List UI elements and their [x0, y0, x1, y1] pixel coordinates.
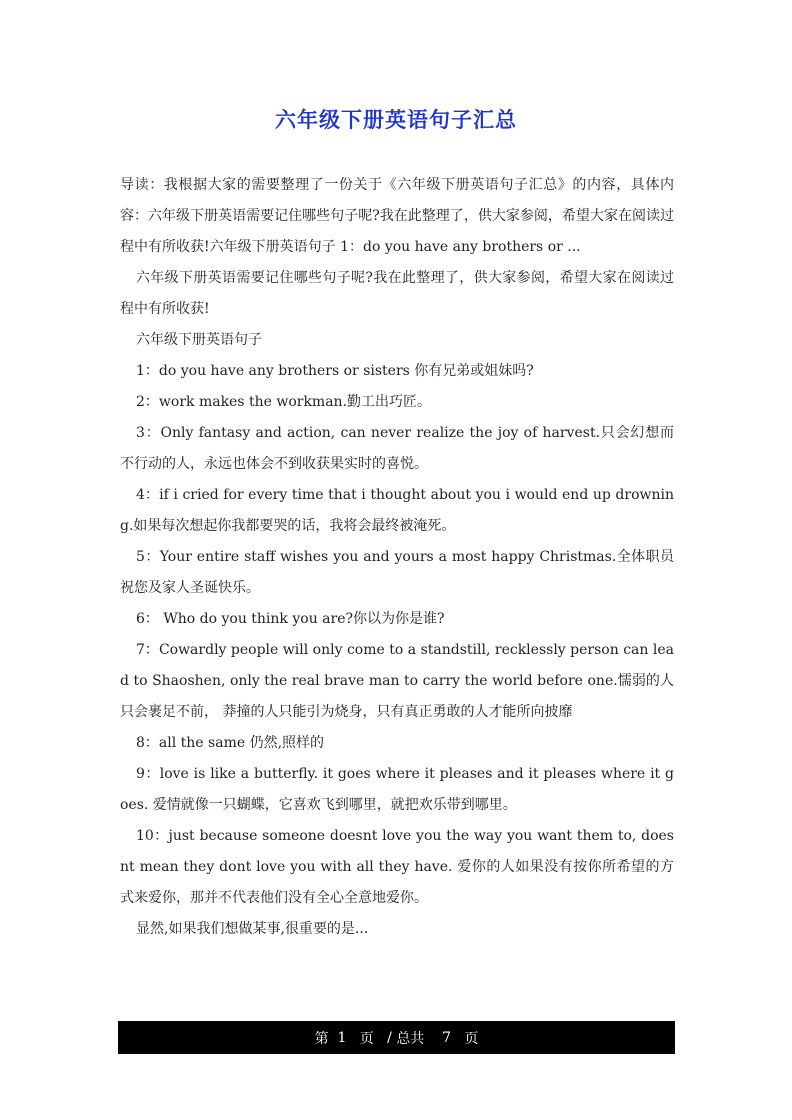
footer-total-suffix: 页 — [464, 1030, 479, 1047]
paragraph: 9：love is like a butterfly. it goes where it pleases and it pleases where it goes. 爱情就像一只蝴蝶，它喜欢飞到哪里，就把欢乐带到哪里。 — [120, 766, 674, 813]
paragraph: 六年级下册英语需要记住哪些句子呢?我在此整理了，供大家参阅，希望大家在阅读过程中有所收获! — [120, 270, 674, 317]
footer-total-label: 总共 — [396, 1030, 425, 1047]
paragraph: 1：do you have any brothers or sisters 你有兄弟或姐妹吗? — [136, 363, 534, 379]
footer-page-label: 第 — [314, 1030, 329, 1047]
paragraph: 8：all the same 仍然,照样的 — [136, 735, 325, 751]
paragraph: 六年级下册英语句子 — [136, 332, 262, 348]
footer-separator: / — [387, 1029, 392, 1046]
paragraph: 7：Cowardly people will only come to a standstill, recklessly person can lead to Shaoshen, only the real brave man to carry the world before one.懦弱的人只会裹足不前， 莽撞的人只能引为烧身，只有真正勇敢的人才能所向披靡 — [120, 642, 674, 720]
intro-paragraph: 导读：我根据大家的需要整理了一份关于《六年级下册英语句子汇总》的内容，具体内容：六年级下册英语需要记住哪些句子呢?我在此整理了，供大家参阅，希望大家在阅读过程中有所收获!六年级下册英语句子 1：do you have any brothers or ... — [120, 177, 674, 255]
paragraph: 6： Who do you think you are?你以为你是谁? — [136, 611, 445, 627]
footer-page-suffix: 页 — [359, 1030, 374, 1047]
paragraph: 显然,如果我们想做某事,很重要的是... — [136, 921, 369, 937]
paragraph: 5：Your entire staff wishes you and yours a most happy Christmas.全体职员祝您及家人圣诞快乐。 — [120, 549, 674, 596]
paragraph: 10：just because someone doesnt love you the way you want them to, doesnt mean they dont love you with all they have. 爱你的人如果没有按你所希望的方式来爱你，那并不代表他们没有全心全意地爱你。 — [120, 828, 674, 906]
page-footer — [118, 1021, 675, 1054]
paragraph: 4：if i cried for every time that i thought about you i would end up drowning.如果每次想起你我都要哭的话，我将会最终被淹死。 — [120, 487, 674, 534]
document-body — [120, 170, 674, 945]
document-title: 六年级下册英语句子汇总 — [275, 108, 517, 132]
footer-total-pages: 7 — [442, 1029, 452, 1046]
paragraph: 2：work makes the workman.勤工出巧匠。 — [136, 394, 432, 410]
paragraph: 3：Only fantasy and action, can never realize the joy of harvest.只会幻想而不行动的人，永远也体会不到收获果实时的喜悦。 — [120, 425, 674, 472]
footer-page-number: 1 — [337, 1029, 347, 1046]
